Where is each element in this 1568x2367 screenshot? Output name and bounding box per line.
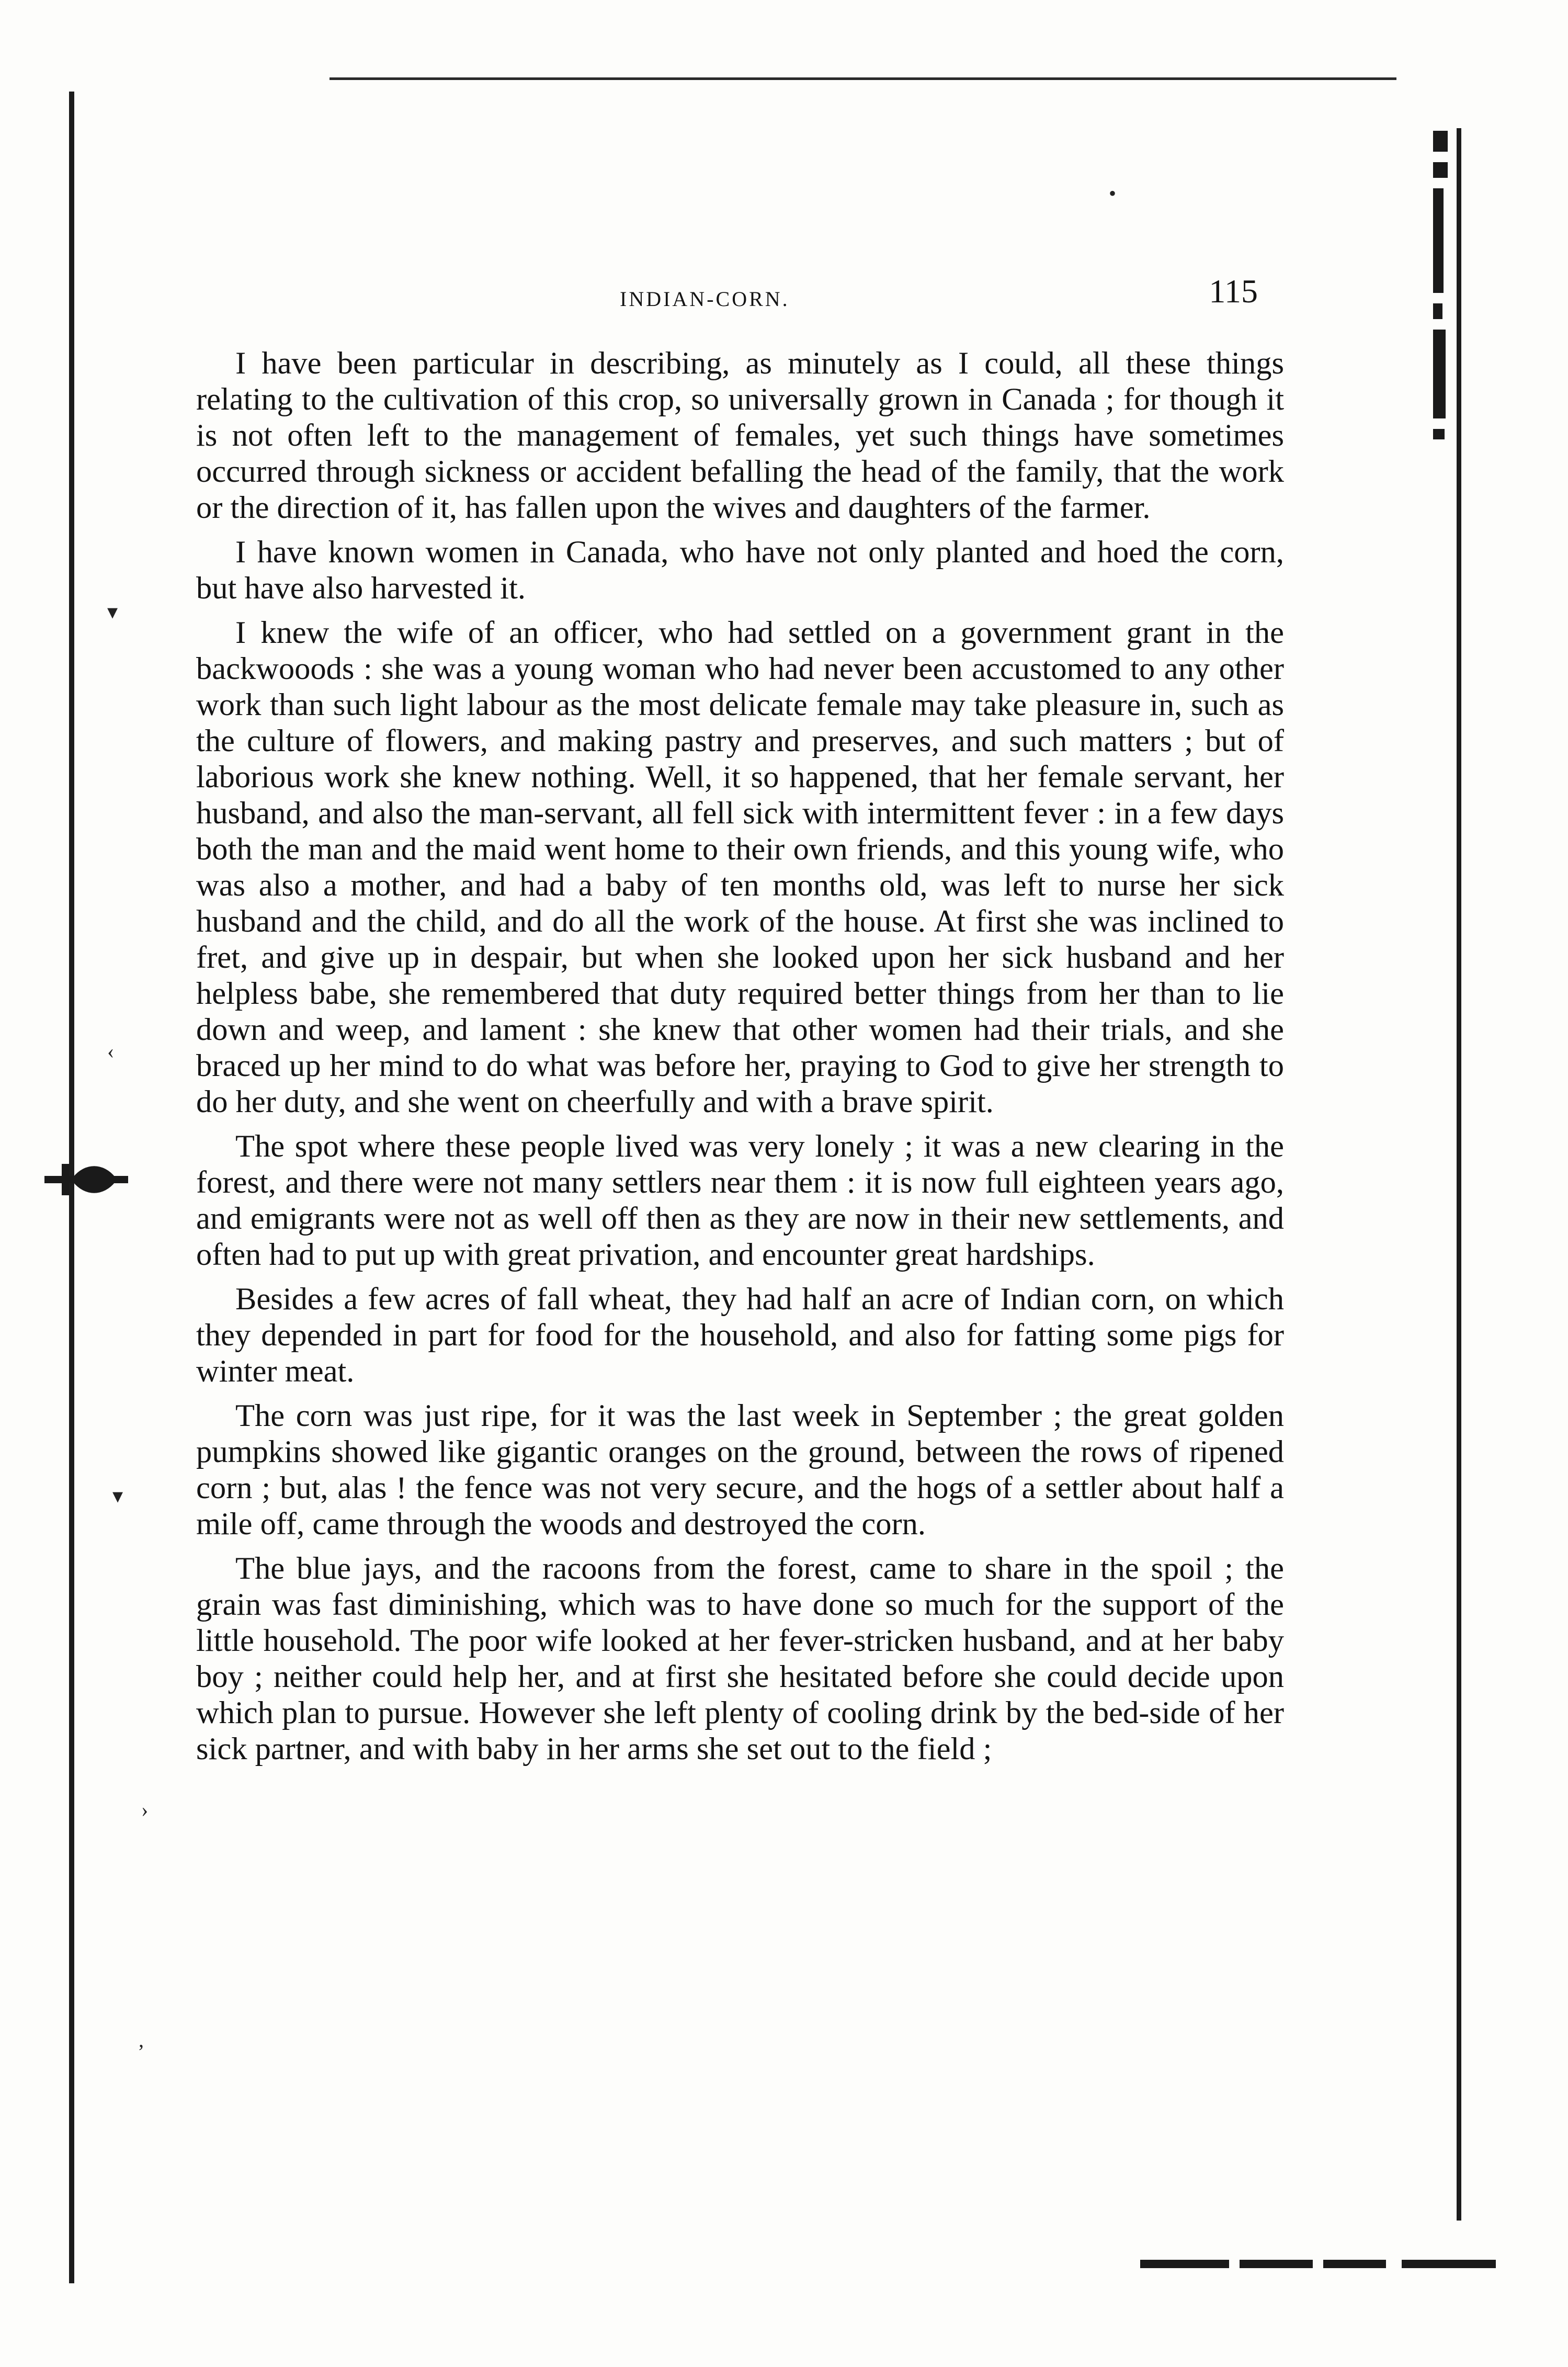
margin-mark: › — [141, 1798, 149, 1821]
paragraph: Besides a few acres of fall wheat, they had half an acre of Indian corn, on which they depended in part for food for the household, and also for fatting some pigs for winter meat. — [196, 1282, 1284, 1389]
paragraph: I have known women in Canada, who have not only planted and hoed the corn, but have also harvested it. — [196, 535, 1284, 606]
body-text — [196, 345, 1284, 1775]
margin-mark: • — [1109, 182, 1117, 205]
paragraph: The corn was just ripe, for it was the last week in September ; the great golden pumpkins showed like gigantic oranges on the ground, between the rows of ripened corn ; but, alas ! the fence was not very secure, and the hogs of a settler about half a mile off, came through the woods and destroyed the corn. — [196, 1398, 1284, 1542]
margin-mark: ▾ — [107, 600, 118, 624]
margin-bracket — [44, 1161, 128, 1198]
right-scan-marks — [1433, 131, 1464, 445]
margin-mark: ‹ — [107, 1039, 115, 1063]
paragraph: The spot where these people lived was very lonely ; it was a new clearing in the forest, and there were not many settlers near them : it is now full eighteen years ago, and emigrants were not as well off then as they are now in their new settlements, and often had to put up with great privation, and encounter great hardships. — [196, 1129, 1284, 1272]
running-head: INDIAN-CORN. — [620, 287, 790, 311]
paragraph: I knew the wife of an officer, who had settled on a government grant in the backwooods : she was a young woman who had never been accustomed to any other work than such light labour as the most delicate female may take pleasure in, such as the culture of flowers, and making pastry and preserves, and such matters ; but of laborious work she knew nothing. Well, it so happened, that her female servant, her husband, and also the man-servant, all fell sick with intermittent fever : in a few days both the man and the maid went home to their own friends, and this young wife, who was also a mother, and had a baby of ten months old, was left to nurse her sick husband and the child, and do all the work of the house. At first she was inclined to fret, and give up in despair, but when she looked upon her sick husband and her helpless babe, she remembered that duty required better things from her than to lie down and weep, and lament : she knew that other women had their trials, and she braced up her mind to do what was before her, praying to God to give her strength to do her duty, and she went on cheerfully and with a brave spirit. — [196, 615, 1284, 1119]
paragraph: The blue jays, and the racoons from the forest, came to share in the spoil ; the grain was fast diminishing, which was to have done so much for the support of the little household. The poor wife looked at her fever-stricken husband, and at her baby boy ; neither could help her, and at first she hesitated before she could decide upon which plan to pursue. However she left plenty of cooling drink by the bed-side of her sick partner, and with baby in her arms she set out to the field ; — [196, 1551, 1284, 1766]
paragraph: I have been particular in describing, as minutely as I could, all these things relating to the cultivation of this crop, so universally grown in Canada ; for though it is not often left to the management of females, yet such things have sometimes occurred through sickness or accident befalling the head of the family, that the work or the direction of it, has fallen upon the wives and daughters of the farmer. — [196, 346, 1284, 525]
page-number: 115 — [1209, 273, 1258, 310]
margin-mark: , — [139, 2028, 144, 2052]
margin-mark: ▾ — [112, 1484, 123, 1508]
page-header — [201, 272, 1258, 319]
top-rule — [329, 77, 1396, 80]
bottom-scan-marks — [1140, 2260, 1496, 2268]
